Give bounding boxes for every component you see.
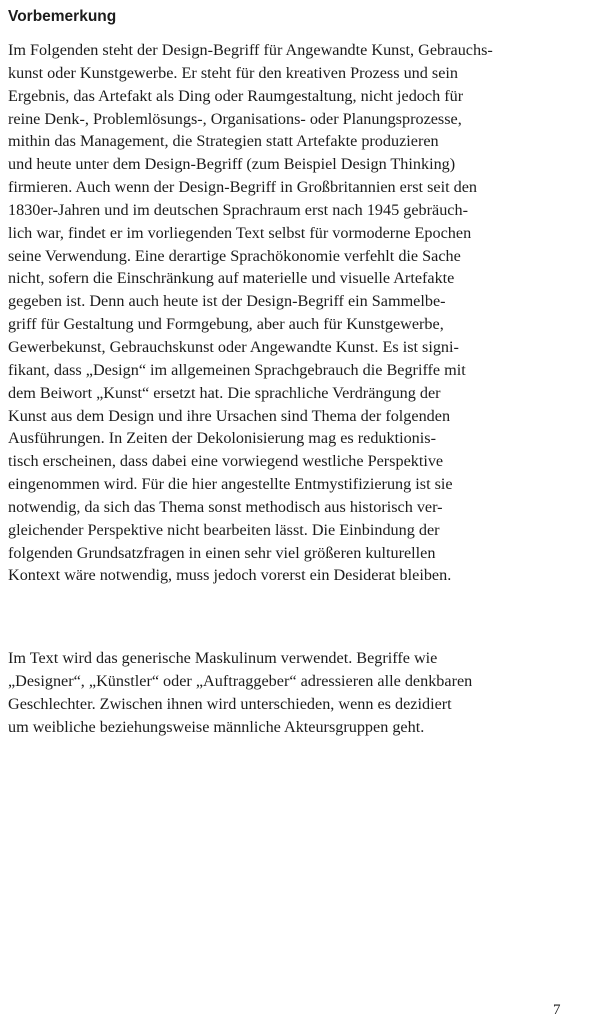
text-line: um weibliche beziehungsweise männliche Akteursgruppen geht.: [8, 717, 425, 736]
page-number: 7: [553, 1002, 561, 1018]
text-line: notwendig, da sich das Thema sonst methodisch aus historisch ver-: [8, 497, 443, 516]
text-line: tisch erscheinen, dass dabei eine vorwiegend westliche Perspektive: [8, 452, 444, 471]
text-line: gleichender Perspektive nicht bearbeiten lässt. Die Einbindung der: [8, 520, 440, 539]
text-line: Im Folgenden steht der Design-Begriff für Angewandte Kunst, Gebrauchs-: [8, 41, 493, 59]
text-line: gegeben ist. Denn auch heute ist der Design-Begriff ein Sammelbe-: [8, 292, 446, 311]
text-line: dem Beiwort „Kunst“ ersetzt hat. Die sprachliche Verdrängung der: [8, 383, 441, 402]
text-line: Kontext wäre notwendig, muss jedoch vorerst ein Desiderat bleiben.: [8, 566, 452, 585]
section-heading: Vorbemerkung: [8, 8, 117, 25]
text-line: reine Denk-, Problemlösungs-, Organisations- oder Planungsprozesse,: [8, 109, 462, 128]
text-line: Geschlechter. Zwischen ihnen wird unterschieden, wenn es dezidiert: [8, 694, 452, 713]
paragraph-gender-note: [8, 647, 472, 738]
text-line: Ergebnis, das Artefakt als Ding oder Raumgestaltung, nicht jedoch für: [8, 86, 464, 105]
text-line: Im Text wird das generische Maskulinum verwendet. Begriffe wie: [8, 649, 438, 667]
text-line: mithin das Management, die Strategien statt Artefakte produzieren: [8, 132, 439, 151]
text-line: Gewerbekunst, Gebrauchskunst oder Angewandte Kunst. Es ist signi-: [8, 337, 459, 356]
text-line: Kunst aus dem Design und ihre Ursachen sind Thema der folgenden: [8, 406, 451, 425]
text-line: „Designer“, „Künstler“ oder „Auftraggeber“ adressieren alle denkbaren: [8, 671, 473, 690]
text-line: folgenden Grundsatzfragen in einen sehr viel größeren kulturellen: [8, 543, 436, 562]
text-line: griff für Gestaltung und Formgebung, aber auch für Kunstgewerbe,: [8, 315, 444, 334]
text-line: Ausführungen. In Zeiten der Dekolonisierung mag es reduktionis-: [8, 429, 436, 448]
text-line: lich war, findet er im vorliegenden Text selbst für vormoderne Epochen: [8, 223, 472, 242]
text-line: nicht, sofern die Einschränkung auf materielle und visuelle Artefakte: [8, 269, 455, 288]
text-line: 1830er-Jahren und im deutschen Sprachraum erst nach 1945 gebräuch-: [8, 200, 468, 219]
paragraph-intro: [8, 39, 493, 587]
text-line: seine Verwendung. Eine derartige Sprachökonomie verfehlt die Sache: [8, 246, 461, 265]
text-line: fikant, dass „Design“ im allgemeinen Sprachgebrauch die Begriffe mit: [8, 360, 466, 379]
text-line: und heute unter dem Design-Begriff (zum Beispiel Design Thinking): [8, 155, 456, 174]
text-line: eingenommen wird. Für die hier angestellte Entmystifizierung ist sie: [8, 475, 453, 494]
text-line: firmieren. Auch wenn der Design-Begriff in Großbritannien erst seit den: [8, 178, 478, 197]
text-line: kunst oder Kunstgewerbe. Er steht für den kreativen Prozess und sein: [8, 63, 458, 82]
